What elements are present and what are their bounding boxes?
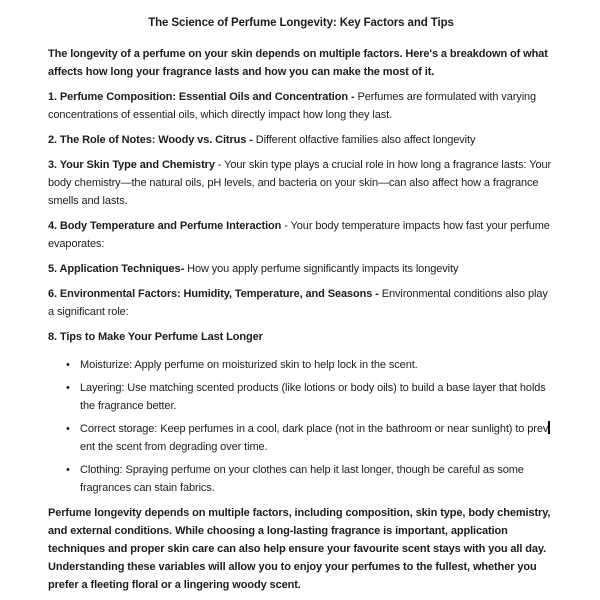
tips-list: [48, 356, 554, 497]
tip-text-after-cursor: ent the scent from degrading over time.: [80, 441, 268, 453]
tip-item-moisturize: [48, 356, 554, 374]
section-5-lead: 5. Application Techniques-: [48, 263, 185, 275]
section-2-body: Different olfactive families also affect longevity: [255, 134, 476, 146]
document-title: The Science of Perfume Longevity: Key Factors and Tips: [148, 17, 454, 29]
section-paragraph-1: [48, 88, 554, 124]
section-3-body: - Your skin type plays a crucial role in how long a fragrance lasts: Your body chemistry—the natural oils, pH levels, and bacteria on your skin—can also affect how a fragrance smells and lasts.: [48, 159, 552, 207]
section-paragraph-4: [48, 217, 554, 253]
section-4-body: - Your body temperature impacts how fast your perfume evaporates:: [48, 220, 550, 250]
bullet-icon: •: [66, 464, 70, 476]
tip-text: Moisturize: Apply perfume on moisturized skin to help lock in the scent.: [80, 359, 418, 371]
tip-item-clothing: [48, 461, 554, 497]
tips-heading: 8. Tips to Make Your Perfume Last Longer: [48, 331, 263, 343]
section-3-lead: 3. Your Skin Type and Chemistry: [48, 159, 215, 171]
text-cursor: [548, 421, 550, 434]
conclusion-paragraph: Perfume longevity depends on multiple factors, including composition, skin type, body chemistry, and external conditions. While choosing a long-lasting fragrance is important, application techniques and proper skin care can also help ensure your favourite scent stays with you all day. Understanding these variables will allow you to enjoy your perfumes to the fullest, whether you prefer a fleeting floral or a lingering woody scent.: [48, 507, 551, 591]
intro-paragraph: The longevity of a perfume on your skin depends on multiple factors. Here's a breakdown of what affects how long your fragrance lasts and how you can make the most of it.: [48, 48, 548, 78]
section-paragraph-3: [48, 156, 554, 210]
section-6-lead: 6. Environmental Factors: Humidity, Temperature, and Seasons -: [48, 288, 382, 300]
section-2-lead: 2. The Role of Notes: Woody vs. Citrus -: [48, 134, 256, 146]
tip-text: Layering: Use matching scented products (like lotions or body oils) to build a base layer that holds the fragrance better.: [80, 382, 546, 412]
section-paragraph-5: [48, 260, 554, 278]
bullet-icon: •: [66, 382, 70, 394]
tip-item-correct-storage: [48, 420, 554, 456]
section-4-lead: 4. Body Temperature and Perfume Interaction: [48, 220, 282, 232]
section-paragraph-6: [48, 285, 554, 321]
tip-item-layering: [48, 379, 554, 415]
tip-text-before-cursor: Correct storage: Keep perfumes in a cool, dark place (not in the bathroom or near sunlight) to prev: [80, 423, 549, 435]
section-6-body: Environmental conditions also play a significant role:: [48, 288, 548, 318]
section-paragraph-2: [48, 131, 554, 149]
bullet-icon: •: [66, 359, 70, 371]
section-1-lead: 1. Perfume Composition: Essential Oils and Concentration -: [48, 91, 358, 103]
section-5-body: How you apply perfume significantly impacts its longevity: [184, 263, 459, 275]
bullet-icon: •: [66, 423, 70, 435]
tip-text: Clothing: Spraying perfume on your clothes can help it last longer, though be careful as some fragrances can stain fabrics.: [80, 464, 524, 494]
section-1-body: Perfumes are formulated with varying concentrations of essential oils, which directly impact how long they last.: [48, 91, 537, 121]
